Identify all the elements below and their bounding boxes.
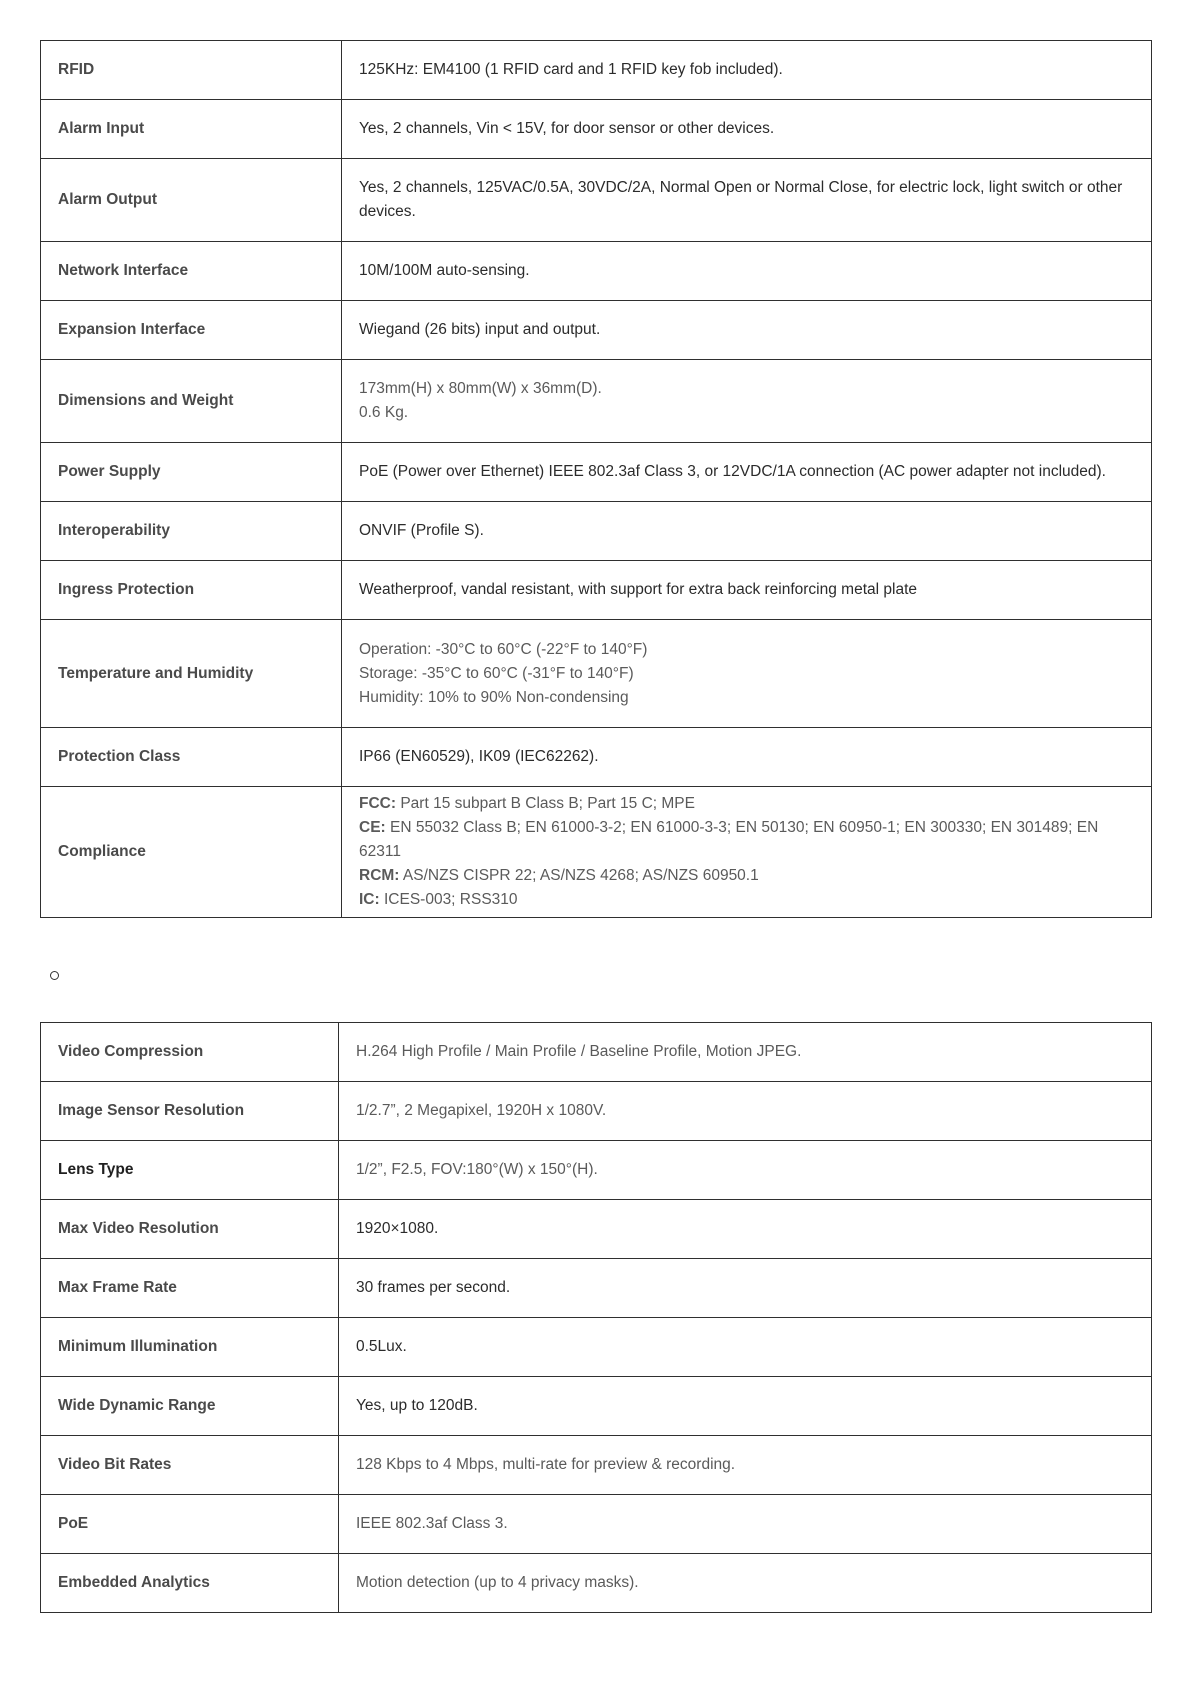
spec-value: 128 Kbps to 4 Mbps, multi-rate for preview & recording. [339,1436,1152,1495]
spec-key: Max Video Resolution [41,1200,339,1259]
table-row [41,360,1152,443]
compliance-text: ICES-003; RSS310 [383,891,518,908]
spec-key: Expansion Interface [41,301,342,360]
spec-key: Video Compression [41,1023,339,1082]
compliance-label: FCC: [359,795,397,812]
table-row [41,1318,1152,1377]
list-bullet [50,971,59,980]
spec-key: Interoperability [41,502,342,561]
spec-value: Motion detection (up to 4 privacy masks). [339,1554,1152,1613]
spec-key: RFID [41,41,342,100]
spec-value: 0.5Lux. [339,1318,1152,1377]
table-row [41,1377,1152,1436]
compliance-line [359,864,1134,888]
spec-value: 10M/100M auto-sensing. [342,242,1152,301]
compliance-text: Part 15 subpart B Class B; Part 15 C; MPE [400,795,695,812]
spec-key: Embedded Analytics [41,1554,339,1613]
table-row [41,502,1152,561]
value-line: Storage: -35°C to 60°C (-31°F to 140°F) [359,664,634,682]
value-line: Operation: -30°C to 60°C (-22°F to 140°F) [359,640,648,658]
spec-value: ONVIF (Profile S). [342,502,1152,561]
spec-key: Power Supply [41,443,342,502]
spec-value: 1/2”, F2.5, FOV:180°(W) x 150°(H). [339,1141,1152,1200]
spec-value: 125KHz: EM4100 (1 RFID card and 1 RFID key fob included). [342,41,1152,100]
table-row [41,100,1152,159]
compliance-line [359,888,1134,912]
spec-key: Compliance [41,787,342,918]
spec-value: Weatherproof, vandal resistant, with support for extra back reinforcing metal plate [342,561,1152,620]
spec-key: Dimensions and Weight [41,360,342,443]
spec-key: Image Sensor Resolution [41,1082,339,1141]
compliance-text: EN 55032 Class B; EN 61000-3-2; EN 61000-3-3; EN 50130; EN 60950-1; EN 300330; EN 301489; EN 62311 [359,819,1099,860]
spec-table-video [40,1022,1152,1613]
table-row [41,159,1152,242]
spec-value: 1920×1080. [339,1200,1152,1259]
spec-value: IEEE 802.3af Class 3. [339,1495,1152,1554]
table-row [41,41,1152,100]
table-row [41,1554,1152,1613]
spec-value [342,620,1152,728]
table-row [41,1436,1152,1495]
compliance-text: AS/NZS CISPR 22; AS/NZS 4268; AS/NZS 60950.1 [402,867,759,884]
table-row [41,728,1152,787]
table-row [41,443,1152,502]
compliance-value [342,787,1152,918]
spec-key: Ingress Protection [41,561,342,620]
table-row [41,1141,1152,1200]
spec-key: Minimum Illumination [41,1318,339,1377]
compliance-label: CE: [359,819,386,836]
compliance-label: RCM: [359,867,400,884]
table-row [41,1259,1152,1318]
spec-value: Wiegand (26 bits) input and output. [342,301,1152,360]
spec-value: IP66 (EN60529), IK09 (IEC62262). [342,728,1152,787]
spec-key: Protection Class [41,728,342,787]
table-row [41,1023,1152,1082]
spec-key: Alarm Input [41,100,342,159]
value-line: Humidity: 10% to 90% Non-condensing [359,688,629,706]
table-row [41,561,1152,620]
spec-key: Video Bit Rates [41,1436,339,1495]
spec-value: Yes, 2 channels, 125VAC/0.5A, 30VDC/2A, Normal Open or Normal Close, for electric lock, light switch or other devices. [342,159,1152,242]
spec-value: 30 frames per second. [339,1259,1152,1318]
spec-value: H.264 High Profile / Main Profile / Baseline Profile, Motion JPEG. [339,1023,1152,1082]
compliance-label: IC: [359,891,380,908]
spec-value: 1/2.7”, 2 Megapixel, 1920H x 1080V. [339,1082,1152,1141]
table-row [41,620,1152,728]
spec-key: Temperature and Humidity [41,620,342,728]
compliance-line [359,792,1134,816]
spec-key: Lens Type [41,1141,339,1200]
spec-value: Yes, up to 120dB. [339,1377,1152,1436]
value-line: 173mm(H) x 80mm(W) x 36mm(D). [359,380,602,397]
spec-value: Yes, 2 channels, Vin < 15V, for door sensor or other devices. [342,100,1152,159]
compliance-line [359,816,1134,864]
table-row [41,1495,1152,1554]
spec-key: PoE [41,1495,339,1554]
value-line: 0.6 Kg. [359,404,409,421]
spec-value [342,360,1152,443]
table-row [41,787,1152,918]
spec-key: Wide Dynamic Range [41,1377,339,1436]
spec-table-general [40,40,1152,918]
spec-key: Network Interface [41,242,342,301]
table-row [41,301,1152,360]
table-row [41,242,1152,301]
table-row [41,1082,1152,1141]
spec-key: Max Frame Rate [41,1259,339,1318]
spec-value: PoE (Power over Ethernet) IEEE 802.3af Class 3, or 12VDC/1A connection (AC power adapter not included). [342,443,1152,502]
table-row [41,1200,1152,1259]
spec-key: Alarm Output [41,159,342,242]
